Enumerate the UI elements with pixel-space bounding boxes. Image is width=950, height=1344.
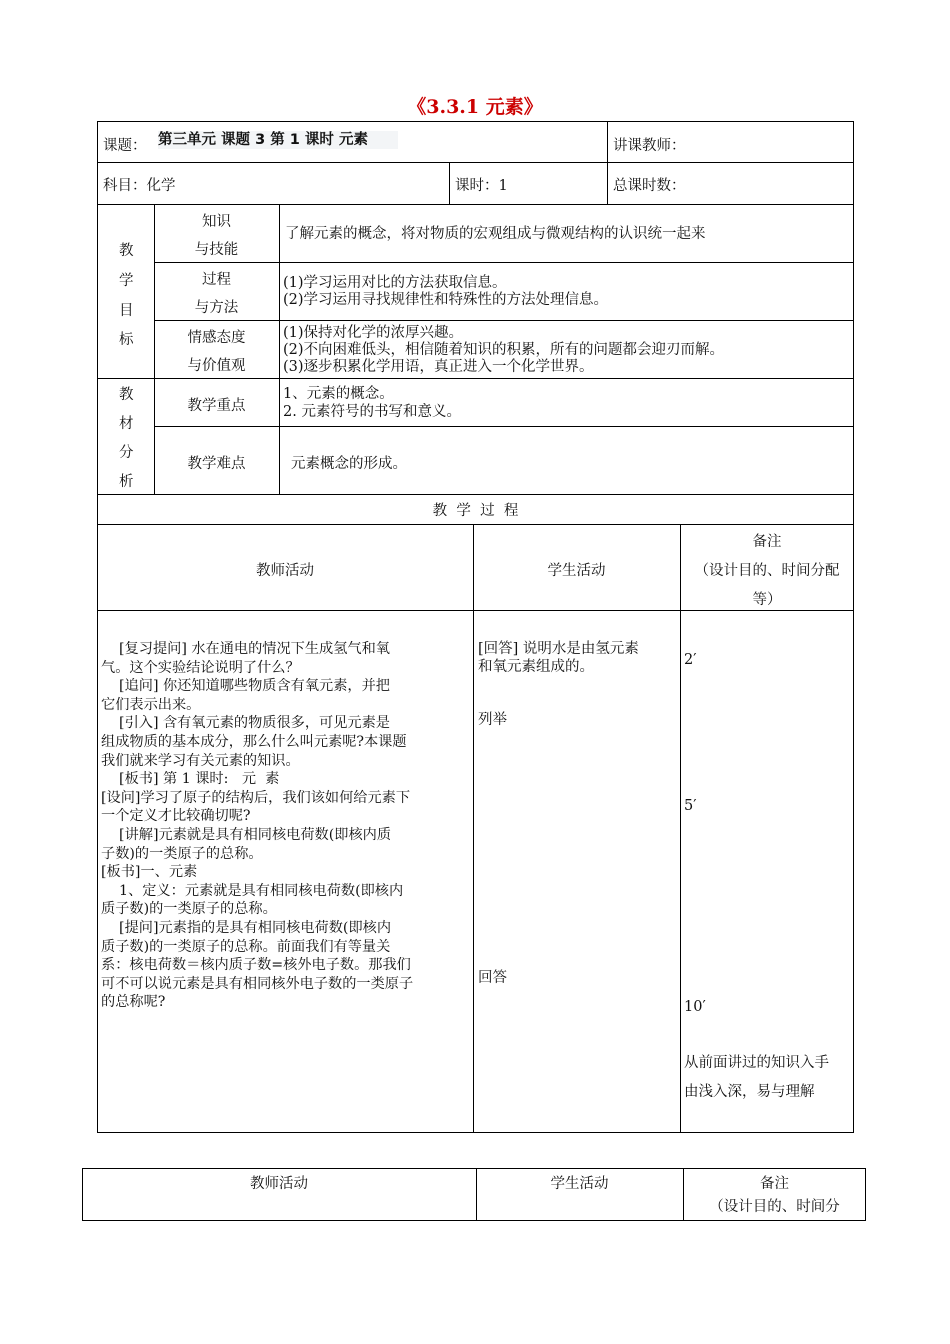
key-point-content: 2. 元素符号的书写和意义。 xyxy=(283,404,461,420)
student-activity-answer: [回答] 说明水是由氢元素 xyxy=(478,641,639,657)
objective-category: 与价值观 xyxy=(187,358,246,374)
topic-label: 课题： xyxy=(103,138,147,154)
note-time: 2′ xyxy=(684,652,697,668)
objective-content: (1)保持对化学的浓厚兴趣。 xyxy=(283,325,464,341)
student-activity-list: 列举 xyxy=(478,712,507,728)
objective-content: (2)学习运用寻找规律性和特殊性的方法处理信息。 xyxy=(283,292,609,308)
objective-category: 过程 xyxy=(202,272,231,288)
cont-col-notes-sub: （设计目的、时间分 xyxy=(709,1199,840,1215)
process-heading: 教 学 过 程 xyxy=(432,503,519,519)
subject-label: 科目：化学 xyxy=(103,178,176,194)
teacher-activity-text: [复习提问] 水在通电的情况下生成氢气和氧 气。这个实验结论说明了什么？ [追问] 你还知道哪些物质含有氧元素，并把 它们表示出来。 [引入] 含有氧元素的物质很多，可见元素是 组成物质的基本成分，那么什么叫元素呢?本课题 我们就来学习有关元素的知识。 [板书] 第 1 课时: 元 素 [设问]学习了原子的结构后，我们该如何给元素下 一个定义才比较确切呢? [讲解]元素就是具有相同核电荷数(即核内质 子数)的一类原子的总称。 [板书]一、元素 1、定义：元素就是具有相同核电荷数(即核内 质子数)的一类原子的总称。 [提问]元素指的是具有相同核电荷数(即核内 质子数)的一类原子的总称。前面我们有等量关 系：核电荷数＝核内质子数=核外电子数。那我们 可不可以说元素是具有相同核外电子数的一类原子 的总称呢? xyxy=(101,641,414,1011)
total-hours-label: 总课时数： xyxy=(613,178,686,194)
hours-label: 课时：1 xyxy=(455,178,508,194)
objective-content: (2)不向困难低头，相信随着知识的积累，所有的问题都会迎刃而解。 xyxy=(283,342,725,358)
col-teacher-activity: 教师活动 xyxy=(256,563,314,579)
key-point-label: 教学重点 xyxy=(187,398,246,414)
note-time: 5′ xyxy=(684,798,697,814)
key-point-content: 1、元素的概念。 xyxy=(283,386,394,402)
objective-category: 知识 xyxy=(202,214,231,230)
objective-category: 与技能 xyxy=(194,242,239,258)
student-activity-answer: 和氧元素组成的。 xyxy=(478,659,594,675)
objective-category: 与方法 xyxy=(194,300,239,316)
note-time: 10′ xyxy=(684,999,706,1015)
student-activity-reply: 回答 xyxy=(478,970,507,986)
difficulty-label: 教学难点 xyxy=(187,456,246,472)
col-student-activity: 学生活动 xyxy=(547,563,606,579)
teacher-label: 讲课教师： xyxy=(613,138,686,154)
page-title: 《3.3.1 元素》 xyxy=(407,96,543,118)
objective-content: 了解元素的概念，将对物质的宏观组成与微观结构的认识统一起来 xyxy=(285,226,706,242)
objective-category: 情感态度 xyxy=(187,330,246,346)
topic-value: 第三单元 课题 3 第 1 课时 元素 xyxy=(158,131,398,149)
note-text: 由浅入深，易与理解 xyxy=(684,1084,815,1100)
cont-col-teacher-activity: 教师活动 xyxy=(250,1176,308,1192)
objective-content: (1)学习运用对比的方法获取信息。 xyxy=(283,275,507,291)
col-notes-cont: 等） xyxy=(752,592,782,608)
cont-col-notes: 备注 xyxy=(760,1176,789,1192)
cont-col-student-activity: 学生活动 xyxy=(550,1176,609,1192)
objective-content: (3)逐步积累化学用语，真正进入一个化学世界。 xyxy=(283,359,594,375)
difficulty-content: 元素概念的形成。 xyxy=(291,456,407,472)
note-text: 从前面讲过的知识入手 xyxy=(684,1055,829,1071)
